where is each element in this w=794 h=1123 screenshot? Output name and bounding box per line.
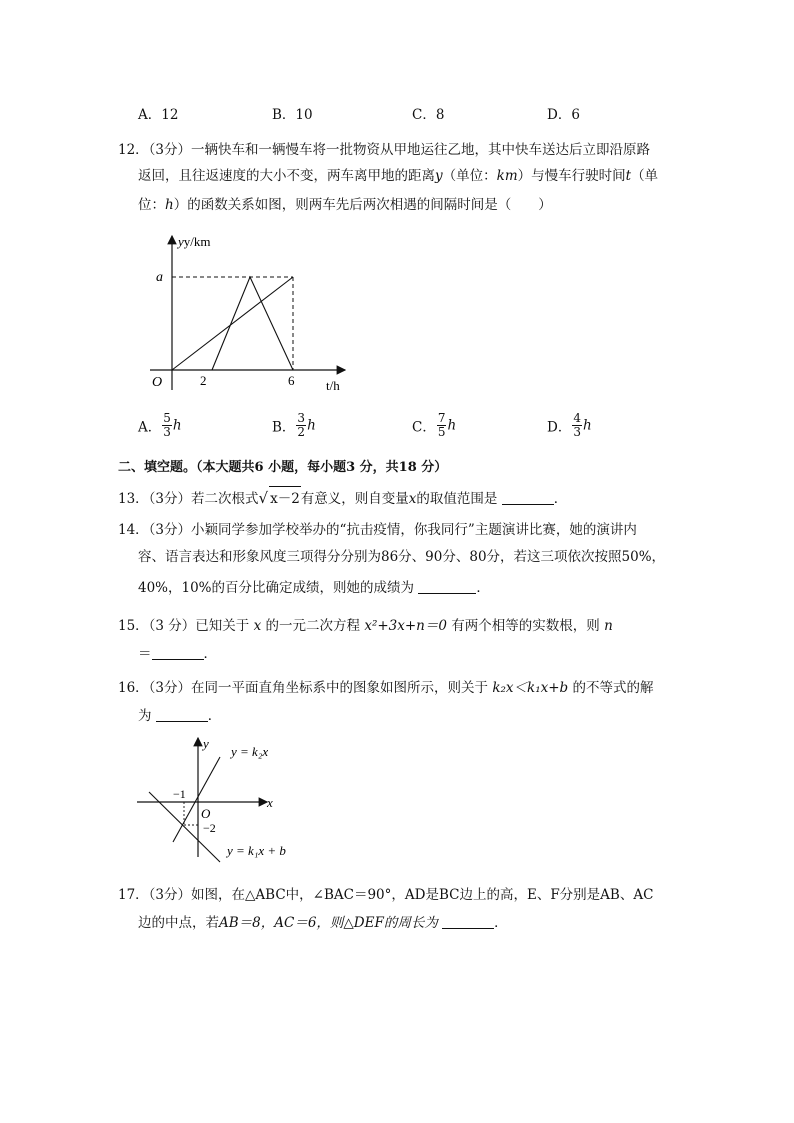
- q11-option-c: C．8: [412, 107, 445, 123]
- q16-tick-neg1: −1: [173, 787, 186, 801]
- q12-y-label: yy/km: [178, 234, 211, 249]
- q12-fast-car-line: [212, 277, 293, 370]
- q11-option-b: B．10: [272, 107, 313, 123]
- q12-option-a: A． $\frac{5}{3}$ h: [138, 411, 182, 439]
- q15-line-2: ＝ ．: [138, 646, 217, 662]
- q16-line-1: 16．（3分）在同一平面直角坐标系中的图象如图所示，则关于 k₂x＜k₁x+b 的不等式的解: [118, 680, 654, 696]
- q12-distance-time-graph: [140, 228, 360, 398]
- q17-line-2: 边的中点，若AB＝8，AC＝6，则△DEF的周长为 ．: [138, 915, 508, 931]
- q13-answer-blank[interactable]: [502, 490, 554, 505]
- q12-origin-label: O: [152, 375, 163, 390]
- q17-line-1: 17．（3分）如图，在△ABC中，∠BAC＝90°，AD是BC边上的高，E、F分别是AB、AC: [118, 887, 654, 903]
- q12-line-3: 位：h）的函数关系如图，则两车先后两次相遇的间隔时间是（ ）: [138, 197, 552, 213]
- q14-line-1: 14．（3分）小颖同学参加学校举办的“抗击疫情，你我同行”主题演讲比赛，她的演讲内: [118, 522, 637, 538]
- q11-option-a: A．12: [138, 107, 179, 123]
- q14-answer-blank[interactable]: [418, 579, 476, 594]
- q12-tick-6: 6: [288, 373, 295, 388]
- q12-option-d: D． $\frac{4}{3}$ h: [547, 411, 592, 439]
- q12-tick-2: 2: [200, 373, 207, 388]
- q12-a-label: a: [156, 270, 163, 285]
- q12-option-b: B． $\frac{3}{2}$ h: [272, 411, 316, 439]
- q12-x-label: t/h: [326, 378, 340, 393]
- q12-option-c: C． $\frac{7}{5}$ h: [412, 411, 457, 439]
- q15-answer-blank[interactable]: [152, 645, 204, 660]
- q12-line-2: 返回，且往返速度的大小不变，两车离甲地的距离y（单位：km）与慢车行驶时间t（单: [138, 168, 659, 184]
- q16-tick-neg2: −2: [203, 821, 216, 835]
- q16-answer-blank[interactable]: [156, 707, 208, 722]
- q12-line-1: 12．（3分）一辆快车和一辆慢车将一批物资从甲地运往乙地，其中快车送达后立即沿原路: [118, 142, 651, 158]
- q15-line-1: 15．（3 分）已知关于 x 的一元二次方程 x²+3x+n＝0 有两个相等的实数根，则 n: [118, 618, 613, 634]
- q16-linear-functions-graph: [135, 732, 305, 867]
- section-2-heading: 二、填空题。（本大题共6 小题，每小题3 分，共18 分）: [118, 460, 448, 475]
- q16-y-label: y: [203, 736, 209, 751]
- q11-option-d: D．6: [547, 107, 580, 123]
- q14-line-2: 容、语言表达和形象风度三项得分分别为86分、90分、80分，若这三项依次按照50%，: [138, 549, 666, 565]
- q16-origin-label: O: [201, 806, 211, 821]
- q12-slow-car-line: [172, 277, 293, 370]
- q16-line-k2x-label: y = k₂x: [231, 744, 269, 759]
- q16-line-k1x-label: y = k₁x + b: [227, 843, 286, 858]
- q16-x-label: x: [267, 795, 273, 810]
- q17-answer-blank[interactable]: [442, 914, 494, 929]
- q14-line-3: 40%，10%的百分比确定成绩，则她的成绩为 ．: [138, 580, 490, 596]
- q13-line: 13．（3分）若二次根式√ x－2有意义，则自变量x的取值范围是 ．: [118, 486, 567, 507]
- q16-line-2: 为 ．: [138, 708, 222, 724]
